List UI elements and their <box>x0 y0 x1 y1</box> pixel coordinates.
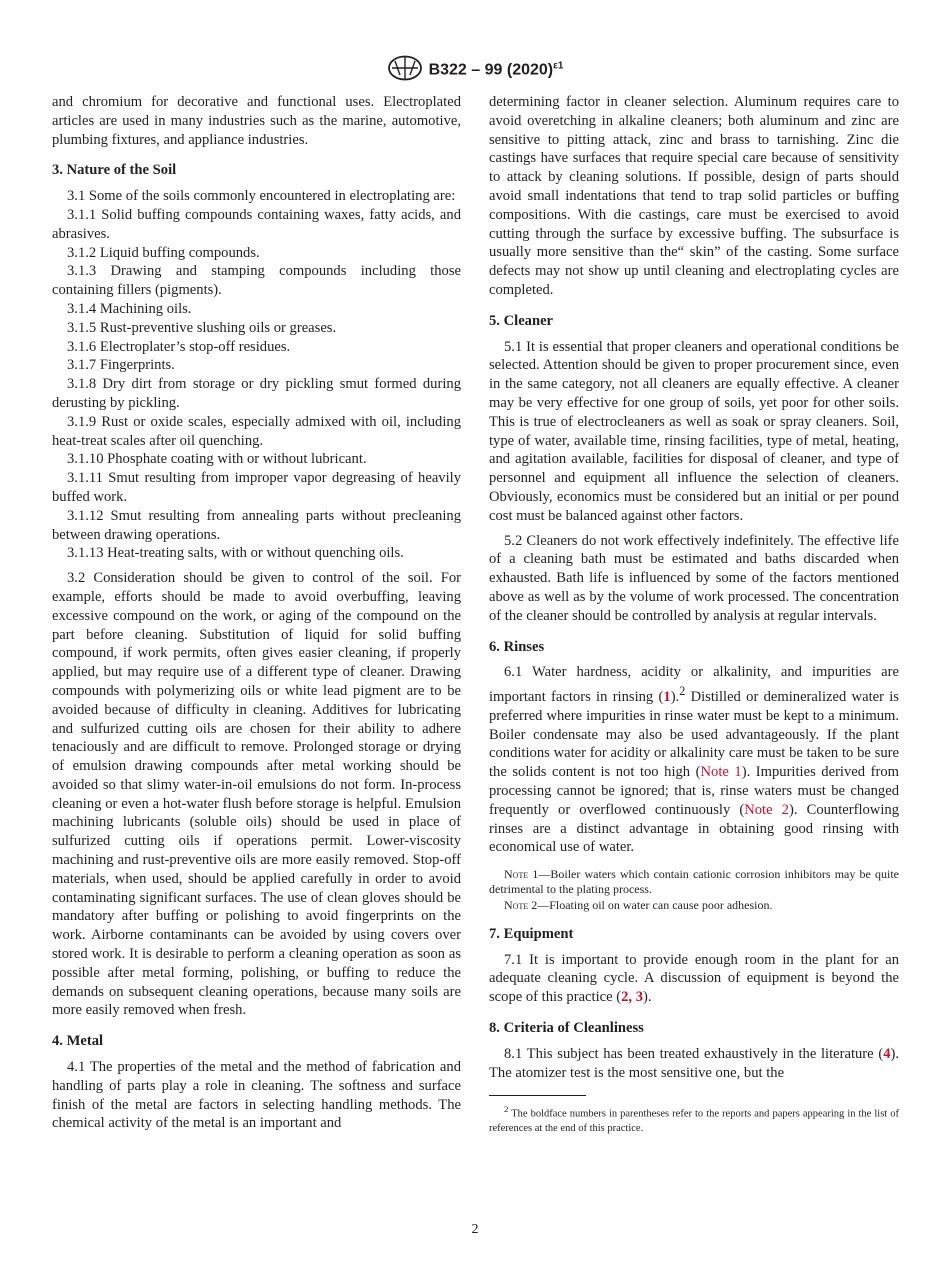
section-3-heading: 3. Nature of the Soil <box>52 162 177 179</box>
section-6-heading: 6. Rinses <box>489 638 545 655</box>
paragraph-intro: and chromium for decorative and functional uses. Electroplated articles are used in many industries such as the marine, automotive, plumbing fixtures, and appliance industries. <box>52 94 461 148</box>
list-item: 3.1.13 Heat-treating salts, with or without quenching oils. <box>67 545 404 562</box>
page-number: 2 <box>471 1222 479 1237</box>
astm-logo-icon <box>387 55 423 86</box>
list-item: 3.1.3 Drawing and stamping compounds including those containing fillers (pigments). <box>52 263 461 299</box>
note-2: Note 2—Floating oil on water can cause poor adhesion. <box>504 897 773 912</box>
section-4-heading: 4. Metal <box>52 1033 104 1050</box>
note-2-link[interactable]: Note 2 <box>744 801 789 818</box>
paragraph-7-1: 7.1 It is important to provide enough room in the plant for an adequate cleaning cycle. A discussion of equipment is beyond the scope of this practice (2, 3). <box>489 951 899 1006</box>
paragraph-5-2: 5.2 Cleaners do not work effectively indefinitely. The effective life of a cleaning bath must be estimated and baths discarded when exhausted. Bath life is influenced by some of the factors mentioned above as well as by the volume of work processed. The concentration of the cleaner should be controlled by analysis at regular intervals. <box>489 532 899 624</box>
list-item: 3.1.6 Electroplater’s stop-off residues. <box>67 338 291 355</box>
reference-link[interactable]: 4 <box>883 1045 891 1062</box>
epsilon-superscript: ε1 <box>553 60 564 72</box>
list-item: 3.1.8 Dry dirt from storage or dry pickling smut formed during derusting by pickling. <box>52 376 461 411</box>
footnote: $^2$ The boldface numbers in parentheses refer to the reports and papers appearing in the list of references at the end of this practice. <box>489 1104 899 1135</box>
section-7-heading: 7. Equipment <box>489 925 574 942</box>
list-item: 3.1.10 Phosphate coating with or without lubricant. <box>67 451 367 468</box>
list-item: 3.1.11 Smut resulting from improper vapor degreasing of heavily buffed work. <box>52 470 461 505</box>
right-column <box>489 93 899 1137</box>
left-column <box>52 93 461 1133</box>
paragraph-3-2: 3.2 Consideration should be given to control of the soil. For example, efforts should be made to avoid overbuffing, leaving excessive compound on the work, or aging of the compound on the part before cleaning. Substitution of liquid for solid buffing compound, if work permits, often gives easier cleaning, if properly applied, but may require use of a different type of cleaner. Drawing compounds with polymerizing oils or white lead pigment are to be avoided because of difficulty in cleaning. Additives for lubricating and sulfurized cutting oils are chosen for their ability to adhere tenaciously and are difficult to remove. Prolonged storage or drying of emulsion drawing compounds after metal working should be avoided so that slimy water-in-oil emulsions do not form. In-process cleaning or even a hot-water flush before storage is helpful. Emulsion machining lubricants (soluble oils) should be used in place of sulfurized cutting oils if operations permit. Lower-viscosity machining and rust-preventive oils are more easily removed. Stop-off materials, when used, should be applied carefully in order to avoid contaminating significant surfaces. The use of clean gloves should be mandatory after buffing or polishing to avoid fingerprints on the work. Airborne contaminants can be avoided by using covers over stored work. It is desirable to perform a cleaning operation as soon as possible after metal forming, polishing, or buffing to reduce the demands on subsequent cleaning operations, because many soils are more easily removed when fresh. <box>52 570 461 1019</box>
list-item: 3.1.9 Rust or oxide scales, especially admixed with oil, including heat-treat scales after oil quenching. <box>52 413 461 449</box>
section-8-heading: 8. Criteria of Cleanliness <box>489 1019 644 1036</box>
list-item: 3.1.5 Rust-preventive slushing oils or greases. <box>67 319 337 336</box>
paragraph-4-1: 4.1 The properties of the metal and the method of fabrication and handling of parts play a role in cleaning. The softness and surface finish of the metal are factors in selecting handling methods. The chemical activity of the metal is an important and <box>52 1059 461 1132</box>
list-item: 3.1.7 Fingerprints. <box>67 357 175 374</box>
paragraph-8-1: 8.1 This subject has been treated exhaustively in the literature (4). The atomizer test is the most sensitive one, but the <box>489 1045 899 1081</box>
paragraph-5-1: 5.1 It is essential that proper cleaners and operational conditions be selected. Attention should be given to proper procurement since, even in the same category, not all cleaners are equally effective. A cleaner may be very effective for one group of soils, yet poor for other soils. This is true of electrocleaners as well as soak or spray cleaners. Soil, type of water, available time, rinsing facilities, type of metal, heating, and agitation available, facilities for disposal of cleaner, and type of personnel and equipment all influence the selection of cleaners. Obviously, economics must be considered but an initial or per pound cost must be balanced against other factors. <box>489 338 899 524</box>
list-item: 3.1.4 Machining oils. <box>67 300 192 317</box>
page-header <box>0 55 950 86</box>
reference-link[interactable]: 2, 3 <box>621 989 643 1006</box>
standard-designation: B322 – 99 (2020) <box>428 61 554 79</box>
list-item: 3.1.1 Solid buffing compounds containing waxes, fatty acids, and abrasives. <box>52 206 461 242</box>
paragraph-6-1: 6.1 Water hardness, acidity or alkalinity, and impurities are important factors in rinsing (1).$^2$ Distilled or demineralized water is preferred where impurities in rinse water must be kept to a minimum. Boiler condensate may also be used advantageously. If the plant conditions water for acidity or alkalinity care must be taken to be sure the solids content is not too high (Note 1). Impurities derived from processing cannot be ignored; that is, rinse waters must be changed frequently or overflowed continuously (Note 2). Counterflowing rinses are a distinct advantage in obtaining good rinsing with economical use of water. <box>489 664 899 856</box>
section-5-heading: 5. Cleaner <box>489 312 554 329</box>
paragraph-continued: determining factor in cleaner selection. Aluminum requires care to avoid overetching in alkaline cleaners; both aluminum and zinc are sensitive to pitting attack, zinc and brass to tarnishing. Zinc die castings have surfaces that require special care because of sensitivity to attack by cleaning solutions. If possible, design of parts should avoid small indentations that tend to trap solid particles or buffing compositions. With die castings, care must be exercised to avoid cutting through the surface by excessive buffing. The subsurface is usually more sensitive than the“ skin” of the casting. Some surface defects may not show up until cleaning and electroplating cycles are completed. <box>489 94 899 298</box>
paragraph-3-1: 3.1 Some of the soils commonly encountered in electroplating are: <box>67 188 456 205</box>
list-item: 3.1.2 Liquid buffing compounds. <box>67 244 260 261</box>
note-1-link[interactable]: Note 1 <box>700 764 742 781</box>
footnote-divider <box>489 1095 586 1096</box>
note-1: Note 1—Boiler waters which contain cationic corrosion inhibitors may be quite detrimental to the plating process. <box>489 867 899 897</box>
footnote-marker[interactable]: 2 <box>679 684 686 699</box>
reference-link[interactable]: 1 <box>663 688 671 705</box>
list-item: 3.1.12 Smut resulting from annealing parts without precleaning between drawing operations. <box>52 507 461 543</box>
